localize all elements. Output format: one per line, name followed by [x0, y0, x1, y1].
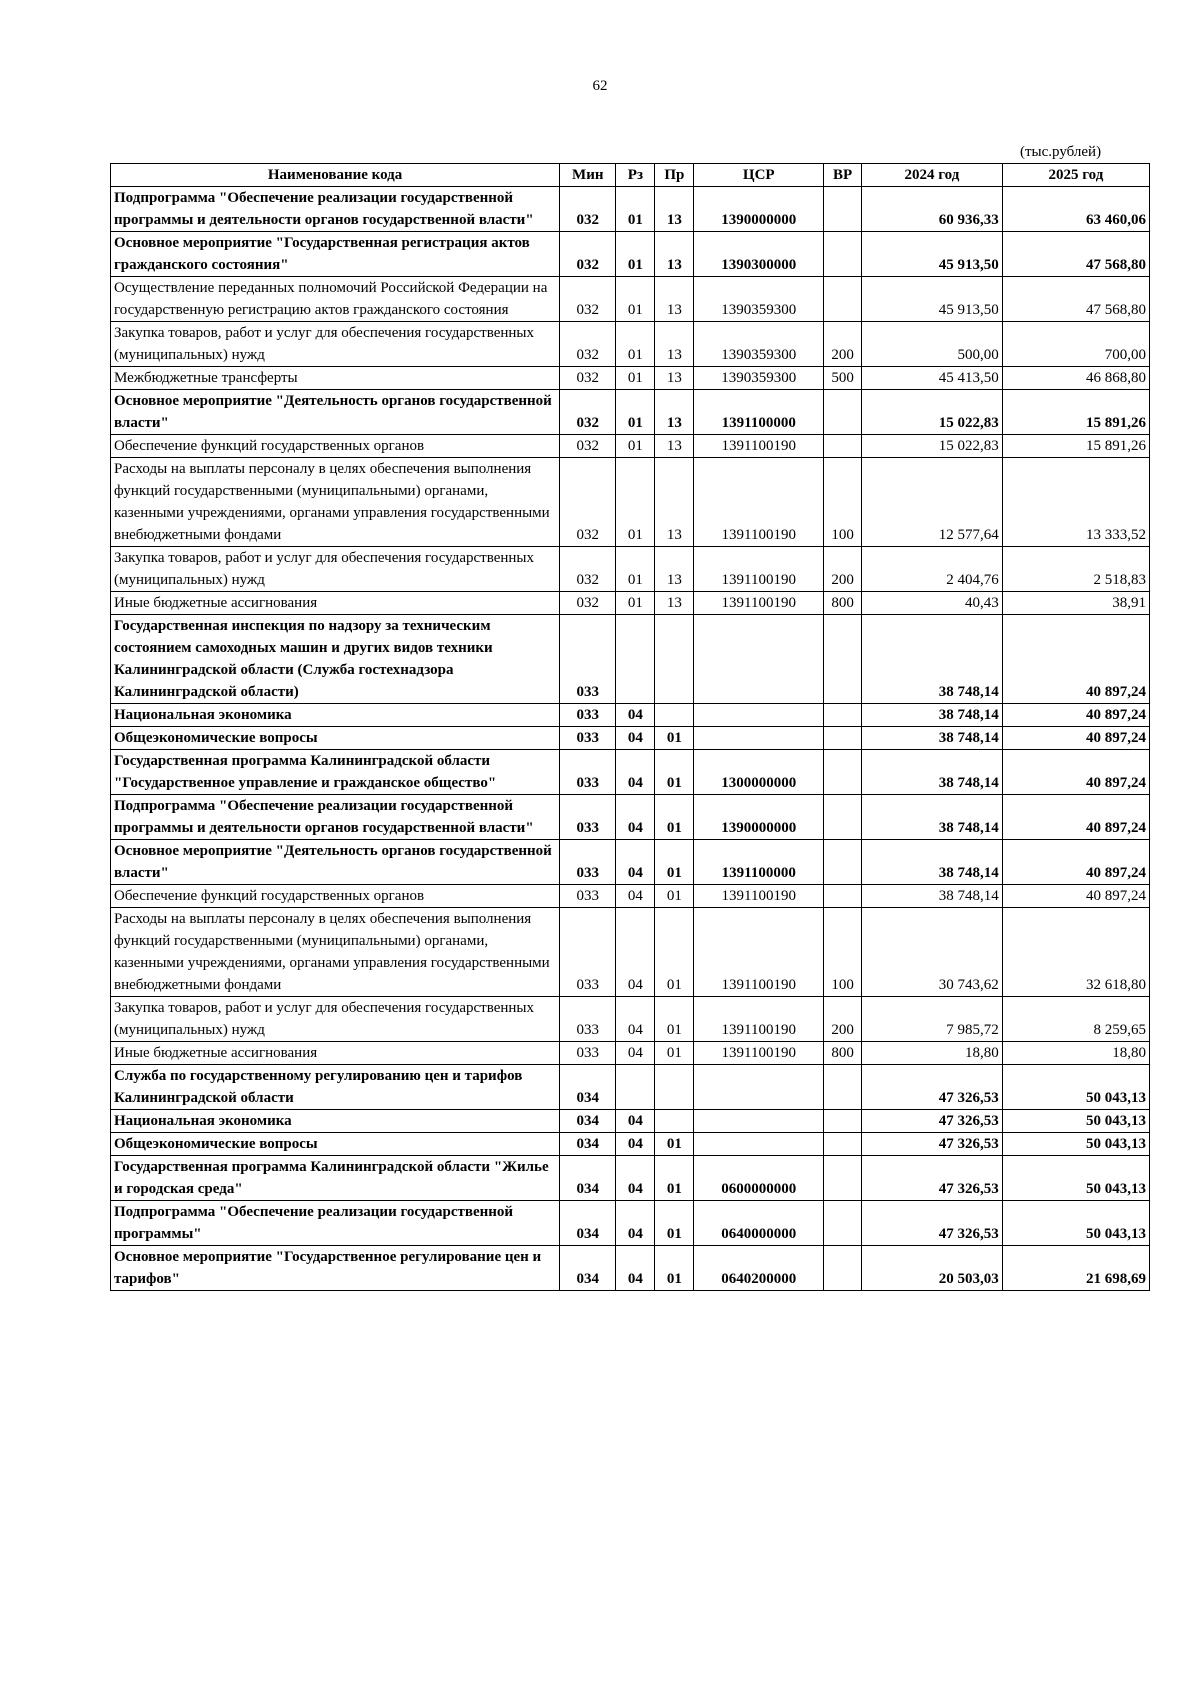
cell-vr: [824, 1201, 862, 1246]
cell-name: Национальная экономика: [111, 704, 560, 727]
cell-name: Государственная программа Калининградской области "Жилье и городская среда": [111, 1156, 560, 1201]
cell-2024: 38 748,14: [862, 840, 1003, 885]
header-name: Наименование кода: [111, 164, 560, 187]
cell-csr: 1391100000: [694, 390, 824, 435]
cell-csr: [694, 1065, 824, 1110]
cell-vr: [824, 232, 862, 277]
table-row: [111, 1065, 1150, 1110]
table-row: [111, 908, 1150, 997]
cell-name: Основное мероприятие "Деятельность органов государственной власти": [111, 390, 560, 435]
cell-vr: [824, 435, 862, 458]
cell-vr: [824, 187, 862, 232]
cell-vr: 500: [824, 367, 862, 390]
cell-csr: 1390000000: [694, 187, 824, 232]
cell-min: 032: [560, 187, 616, 232]
cell-csr: [694, 1110, 824, 1133]
cell-2025: 18,80: [1002, 1042, 1149, 1065]
cell-vr: [824, 1246, 862, 1291]
cell-rz: 01: [616, 390, 655, 435]
cell-pr: 01: [655, 795, 694, 840]
cell-rz: 01: [616, 277, 655, 322]
cell-name: Осуществление переданных полномочий Российской Федерации на государственную регистрацию актов гражданского состояния: [111, 277, 560, 322]
cell-2024: 15 022,83: [862, 390, 1003, 435]
cell-csr: 1391100190: [694, 592, 824, 615]
cell-pr: [655, 1065, 694, 1110]
cell-min: 034: [560, 1246, 616, 1291]
cell-vr: 100: [824, 458, 862, 547]
cell-rz: 01: [616, 435, 655, 458]
cell-2025: 2 518,83: [1002, 547, 1149, 592]
cell-2024: 47 326,53: [862, 1110, 1003, 1133]
cell-2024: 60 936,33: [862, 187, 1003, 232]
table-row: [111, 547, 1150, 592]
cell-2024: 2 404,76: [862, 547, 1003, 592]
cell-2025: 40 897,24: [1002, 615, 1149, 704]
header-rz: Рз: [616, 164, 655, 187]
cell-2024: 38 748,14: [862, 795, 1003, 840]
cell-2024: 38 748,14: [862, 750, 1003, 795]
cell-rz: 04: [616, 750, 655, 795]
cell-min: 032: [560, 390, 616, 435]
cell-pr: [655, 615, 694, 704]
cell-csr: 1390300000: [694, 232, 824, 277]
cell-name: Закупка товаров, работ и услуг для обеспечения государственных (муниципальных) нужд: [111, 547, 560, 592]
cell-vr: [824, 750, 862, 795]
cell-min: 033: [560, 795, 616, 840]
cell-csr: 1390359300: [694, 322, 824, 367]
cell-pr: 01: [655, 727, 694, 750]
cell-vr: [824, 704, 862, 727]
cell-name: Расходы на выплаты персоналу в целях обеспечения выполнения функций государственными (муниципальными) органами, казенными учреждениями, органами управления государственными внебюджетными фондами: [111, 908, 560, 997]
table-row: [111, 795, 1150, 840]
cell-rz: 04: [616, 997, 655, 1042]
cell-csr: 1390359300: [694, 367, 824, 390]
cell-vr: [824, 727, 862, 750]
table-row: [111, 592, 1150, 615]
cell-min: 032: [560, 232, 616, 277]
table-row: [111, 615, 1150, 704]
table-row: [111, 435, 1150, 458]
cell-2024: 38 748,14: [862, 885, 1003, 908]
header-2025: 2025 год: [1002, 164, 1149, 187]
cell-name: Межбюджетные трансферты: [111, 367, 560, 390]
cell-csr: [694, 704, 824, 727]
cell-rz: 04: [616, 727, 655, 750]
cell-vr: [824, 277, 862, 322]
cell-pr: 01: [655, 997, 694, 1042]
cell-2024: 12 577,64: [862, 458, 1003, 547]
cell-pr: 13: [655, 547, 694, 592]
cell-vr: [824, 1065, 862, 1110]
cell-vr: 100: [824, 908, 862, 997]
cell-csr: 1391100190: [694, 997, 824, 1042]
cell-rz: 04: [616, 704, 655, 727]
cell-pr: 01: [655, 1042, 694, 1065]
cell-2024: 40,43: [862, 592, 1003, 615]
cell-rz: 04: [616, 1133, 655, 1156]
cell-name: Обеспечение функций государственных органов: [111, 435, 560, 458]
cell-2024: 47 326,53: [862, 1156, 1003, 1201]
cell-vr: 200: [824, 547, 862, 592]
cell-min: 033: [560, 885, 616, 908]
cell-2024: 45 413,50: [862, 367, 1003, 390]
cell-rz: 01: [616, 187, 655, 232]
header-min: Мин: [560, 164, 616, 187]
cell-rz: 01: [616, 322, 655, 367]
header-csr: ЦСР: [694, 164, 824, 187]
cell-vr: 800: [824, 592, 862, 615]
page-number: 62: [592, 78, 608, 94]
table-row: [111, 1110, 1150, 1133]
cell-csr: 1391100190: [694, 547, 824, 592]
cell-2025: 47 568,80: [1002, 277, 1149, 322]
cell-vr: [824, 1133, 862, 1156]
cell-rz: 01: [616, 232, 655, 277]
table-row: [111, 885, 1150, 908]
table-row: [111, 277, 1150, 322]
cell-csr: [694, 1133, 824, 1156]
cell-min: 034: [560, 1156, 616, 1201]
cell-2025: 40 897,24: [1002, 727, 1149, 750]
cell-pr: 13: [655, 232, 694, 277]
cell-2024: 20 503,03: [862, 1246, 1003, 1291]
cell-2025: 15 891,26: [1002, 435, 1149, 458]
cell-min: 034: [560, 1110, 616, 1133]
cell-pr: 13: [655, 187, 694, 232]
cell-2024: 500,00: [862, 322, 1003, 367]
cell-min: 034: [560, 1201, 616, 1246]
cell-pr: 13: [655, 390, 694, 435]
cell-2025: 40 897,24: [1002, 840, 1149, 885]
table-row: [111, 1201, 1150, 1246]
cell-pr: 01: [655, 1133, 694, 1156]
cell-csr: 1391100190: [694, 458, 824, 547]
cell-name: Закупка товаров, работ и услуг для обеспечения государственных (муниципальных) нужд: [111, 322, 560, 367]
cell-rz: 01: [616, 592, 655, 615]
cell-pr: 01: [655, 1156, 694, 1201]
cell-min: 033: [560, 840, 616, 885]
cell-2025: 40 897,24: [1002, 885, 1149, 908]
cell-name: Иные бюджетные ассигнования: [111, 1042, 560, 1065]
cell-name: Подпрограмма "Обеспечение реализации государственной программы и деятельности органов государственной власти": [111, 187, 560, 232]
cell-2024: 38 748,14: [862, 727, 1003, 750]
cell-2024: 15 022,83: [862, 435, 1003, 458]
cell-min: 032: [560, 547, 616, 592]
cell-pr: 13: [655, 367, 694, 390]
cell-name: Государственная программа Калининградской области "Государственное управление и гражданское общество": [111, 750, 560, 795]
table-body: [111, 187, 1150, 1291]
cell-name: Иные бюджетные ассигнования: [111, 592, 560, 615]
cell-rz: 04: [616, 908, 655, 997]
cell-csr: 1391100190: [694, 908, 824, 997]
cell-min: 032: [560, 367, 616, 390]
cell-pr: 13: [655, 322, 694, 367]
cell-name: Основное мероприятие "Деятельность органов государственной власти": [111, 840, 560, 885]
cell-2024: 47 326,53: [862, 1201, 1003, 1246]
table-row: [111, 1246, 1150, 1291]
cell-name: Обеспечение функций государственных органов: [111, 885, 560, 908]
cell-min: 032: [560, 322, 616, 367]
cell-pr: 01: [655, 908, 694, 997]
cell-csr: [694, 727, 824, 750]
cell-rz: 04: [616, 1156, 655, 1201]
cell-min: 033: [560, 704, 616, 727]
cell-min: 033: [560, 615, 616, 704]
cell-pr: 13: [655, 592, 694, 615]
units-label: (тыс.рублей): [1020, 144, 1102, 160]
cell-vr: 200: [824, 997, 862, 1042]
cell-rz: 04: [616, 1201, 655, 1246]
cell-vr: 800: [824, 1042, 862, 1065]
cell-pr: 01: [655, 885, 694, 908]
cell-min: 032: [560, 592, 616, 615]
cell-rz: 04: [616, 1246, 655, 1291]
cell-vr: 200: [824, 322, 862, 367]
cell-min: 032: [560, 277, 616, 322]
cell-name: Основное мероприятие "Государственное регулирование цен и тарифов": [111, 1246, 560, 1291]
cell-vr: [824, 885, 862, 908]
cell-csr: 1300000000: [694, 750, 824, 795]
cell-rz: [616, 1065, 655, 1110]
cell-2025: 50 043,13: [1002, 1156, 1149, 1201]
cell-name: Государственная инспекция по надзору за техническим состоянием самоходных машин и других видов техники Калининградской области (Служба гостехнадзора Калининградской области): [111, 615, 560, 704]
cell-2024: 38 748,14: [862, 615, 1003, 704]
cell-2025: 50 043,13: [1002, 1110, 1149, 1133]
header-2024: 2024 год: [862, 164, 1003, 187]
cell-rz: 04: [616, 1042, 655, 1065]
header-pr: Пр: [655, 164, 694, 187]
cell-2024: 38 748,14: [862, 704, 1003, 727]
cell-pr: [655, 704, 694, 727]
cell-2025: 21 698,69: [1002, 1246, 1149, 1291]
cell-2025: 32 618,80: [1002, 908, 1149, 997]
cell-2025: 40 897,24: [1002, 750, 1149, 795]
cell-min: 034: [560, 1065, 616, 1110]
cell-name: Национальная экономика: [111, 1110, 560, 1133]
cell-csr: 0640000000: [694, 1201, 824, 1246]
cell-2024: 47 326,53: [862, 1133, 1003, 1156]
cell-2024: 30 743,62: [862, 908, 1003, 997]
cell-2024: 18,80: [862, 1042, 1003, 1065]
cell-2024: 47 326,53: [862, 1065, 1003, 1110]
cell-2025: 47 568,80: [1002, 232, 1149, 277]
cell-csr: 1391100190: [694, 885, 824, 908]
cell-2025: 8 259,65: [1002, 997, 1149, 1042]
cell-rz: 04: [616, 885, 655, 908]
cell-2025: 40 897,24: [1002, 795, 1149, 840]
cell-min: 033: [560, 1042, 616, 1065]
cell-csr: 0640200000: [694, 1246, 824, 1291]
cell-pr: 01: [655, 1246, 694, 1291]
cell-2025: 38,91: [1002, 592, 1149, 615]
cell-pr: 13: [655, 458, 694, 547]
table-row: [111, 1156, 1150, 1201]
cell-csr: 0600000000: [694, 1156, 824, 1201]
cell-2025: 50 043,13: [1002, 1065, 1149, 1110]
table-row: [111, 840, 1150, 885]
cell-2025: 13 333,52: [1002, 458, 1149, 547]
cell-csr: 1391100190: [694, 435, 824, 458]
cell-min: 033: [560, 997, 616, 1042]
cell-rz: 01: [616, 458, 655, 547]
cell-rz: 01: [616, 547, 655, 592]
cell-name: Расходы на выплаты персоналу в целях обеспечения выполнения функций государственными (муниципальными) органами, казенными учреждениями, органами управления государственными внебюджетными фондами: [111, 458, 560, 547]
cell-min: 033: [560, 750, 616, 795]
cell-name: Основное мероприятие "Государственная регистрация актов гражданского состояния": [111, 232, 560, 277]
cell-2025: 700,00: [1002, 322, 1149, 367]
cell-vr: [824, 390, 862, 435]
cell-pr: 01: [655, 1201, 694, 1246]
table-row: [111, 458, 1150, 547]
cell-2024: 45 913,50: [862, 232, 1003, 277]
table-row: [111, 232, 1150, 277]
cell-csr: 1390359300: [694, 277, 824, 322]
cell-csr: 1390000000: [694, 795, 824, 840]
cell-2025: 15 891,26: [1002, 390, 1149, 435]
cell-rz: [616, 615, 655, 704]
cell-pr: [655, 1110, 694, 1133]
table-row: [111, 727, 1150, 750]
cell-pr: 13: [655, 435, 694, 458]
cell-name: Подпрограмма "Обеспечение реализации государственной программы и деятельности органов государственной власти": [111, 795, 560, 840]
cell-vr: [824, 795, 862, 840]
cell-min: 032: [560, 435, 616, 458]
cell-rz: 04: [616, 795, 655, 840]
table-row: [111, 367, 1150, 390]
cell-2025: 63 460,06: [1002, 187, 1149, 232]
header-vr: ВР: [824, 164, 862, 187]
cell-pr: 01: [655, 840, 694, 885]
cell-2024: 45 913,50: [862, 277, 1003, 322]
cell-min: 033: [560, 727, 616, 750]
table-row: [111, 1042, 1150, 1065]
table-row: [111, 750, 1150, 795]
cell-2025: 50 043,13: [1002, 1133, 1149, 1156]
cell-pr: 13: [655, 277, 694, 322]
cell-min: 032: [560, 458, 616, 547]
cell-vr: [824, 1110, 862, 1133]
cell-rz: 04: [616, 840, 655, 885]
cell-rz: 01: [616, 367, 655, 390]
cell-name: Служба по государственному регулированию цен и тарифов Калининградской области: [111, 1065, 560, 1110]
cell-name: Общеэкономические вопросы: [111, 1133, 560, 1156]
cell-min: 033: [560, 908, 616, 997]
cell-min: 034: [560, 1133, 616, 1156]
cell-name: Закупка товаров, работ и услуг для обеспечения государственных (муниципальных) нужд: [111, 997, 560, 1042]
cell-name: Подпрограмма "Обеспечение реализации государственной программы": [111, 1201, 560, 1246]
table-row: [111, 322, 1150, 367]
cell-vr: [824, 1156, 862, 1201]
cell-name: Общеэкономические вопросы: [111, 727, 560, 750]
table-row: [111, 704, 1150, 727]
table-row: [111, 1133, 1150, 1156]
cell-2025: 40 897,24: [1002, 704, 1149, 727]
cell-pr: 01: [655, 750, 694, 795]
cell-csr: 1391100190: [694, 1042, 824, 1065]
cell-csr: [694, 615, 824, 704]
cell-2024: 7 985,72: [862, 997, 1003, 1042]
cell-csr: 1391100000: [694, 840, 824, 885]
table-row: [111, 187, 1150, 232]
table-row: [111, 997, 1150, 1042]
budget-table: [110, 163, 1150, 1291]
table-row: [111, 390, 1150, 435]
cell-2025: 50 043,13: [1002, 1201, 1149, 1246]
cell-vr: [824, 615, 862, 704]
cell-2025: 46 868,80: [1002, 367, 1149, 390]
table-header-row: [111, 164, 1150, 187]
cell-rz: 04: [616, 1110, 655, 1133]
cell-vr: [824, 840, 862, 885]
